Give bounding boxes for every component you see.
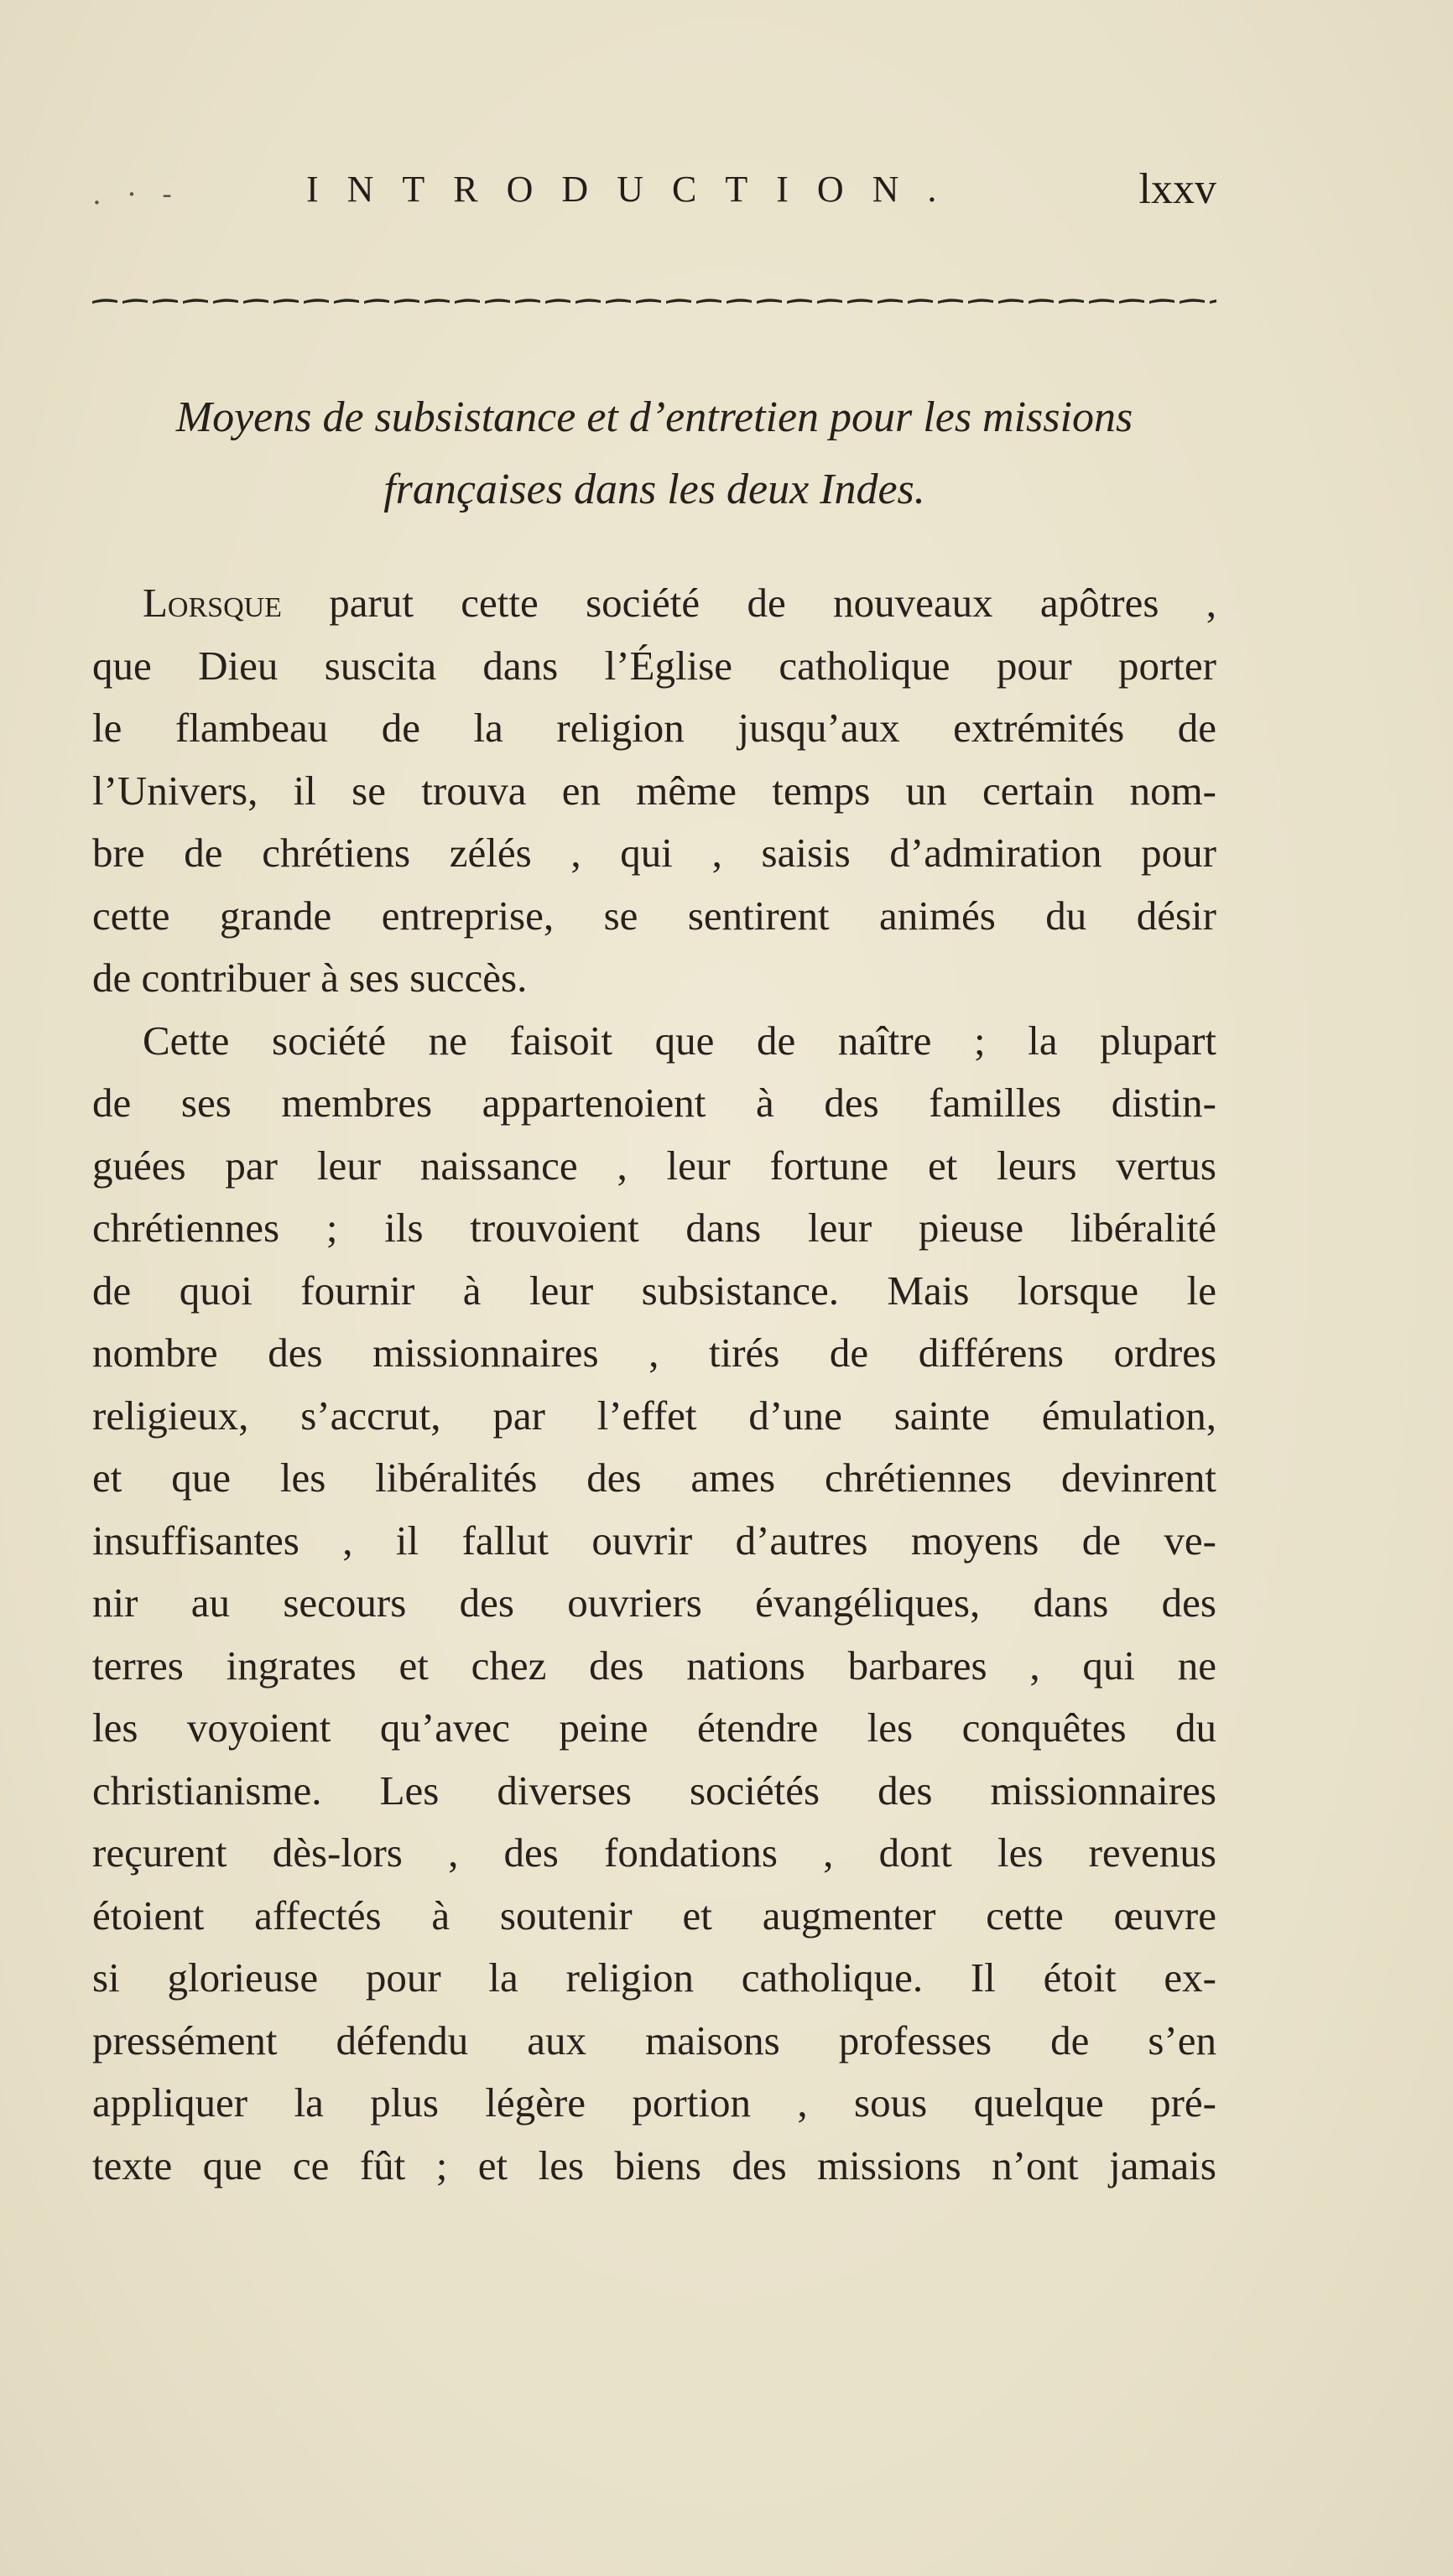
text-line: christianisme. Les diverses sociétés des missionnaires bbox=[92, 1767, 1216, 1814]
text-line: bre de chrétiens zélés , qui , saisis d’admiration pour bbox=[92, 830, 1216, 876]
rule-dash bbox=[878, 299, 903, 304]
rule-dash bbox=[606, 299, 631, 304]
decorative-rule bbox=[92, 295, 1216, 305]
text-line: insuffisantes , il fallut ouvrir d’autres moyens de ve- bbox=[92, 1517, 1216, 1564]
rule-dash bbox=[153, 299, 178, 304]
rule-dash bbox=[998, 299, 1023, 304]
text-line: que Dieu suscita dans l’Église catholique pour porter bbox=[92, 642, 1216, 689]
rule-dash bbox=[1059, 299, 1084, 304]
section-title-line-1: Moyens de subsistance et d’entretien pour les missions bbox=[175, 393, 1133, 441]
section-title-line-2: françaises dans les deux Indes. bbox=[383, 466, 925, 513]
text-line: si glorieuse pour la religion catholique. Il étoit ex- bbox=[92, 1954, 1216, 2001]
text-line: guées par leur naissance , leur fortune et leurs vertus bbox=[92, 1142, 1216, 1189]
text-line: parut cette société de nouveaux apôtres , bbox=[281, 580, 1216, 626]
rule-dash bbox=[122, 299, 148, 304]
rule-dash bbox=[92, 299, 117, 304]
text-line: de ses membres appartenoient à des familles distin- bbox=[92, 1080, 1216, 1126]
rule-dash bbox=[726, 299, 752, 304]
rule-dash bbox=[847, 299, 872, 304]
rule-dash bbox=[968, 299, 993, 304]
rule-line-icon bbox=[92, 295, 1216, 305]
text-line: cette grande entreprise, se sentirent animés du désir bbox=[92, 892, 1216, 939]
rule-dash bbox=[1210, 299, 1216, 304]
rule-dash bbox=[394, 299, 419, 304]
text-line: pressément défendu aux maisons professes de s’en bbox=[92, 2017, 1216, 2063]
header-ornament: . · - bbox=[92, 178, 180, 211]
rule-dash bbox=[757, 299, 782, 304]
rule-dash bbox=[334, 299, 359, 304]
rule-dash bbox=[515, 299, 540, 304]
text-line: nombre des missionnaires , tirés de différens ordres bbox=[92, 1330, 1216, 1376]
rule-dash bbox=[545, 299, 570, 304]
text-line: étoient affectés à soutenir et augmenter cette œuvre bbox=[92, 1892, 1216, 1939]
rule-dash bbox=[1029, 299, 1054, 304]
running-title: INTRODUCTION. bbox=[306, 169, 966, 210]
paragraph-1-lead: Lorsque bbox=[143, 580, 282, 626]
text-line: terres ingrates et chez des nations barbares , qui ne bbox=[92, 1642, 1216, 1689]
rule-dash bbox=[908, 299, 933, 304]
text-line: l’Univers, il se trouva en même temps un certain nom- bbox=[92, 767, 1216, 814]
rule-dash bbox=[183, 299, 208, 304]
text-line: religieux, s’accrut, par l’effet d’une sainte émulation, bbox=[92, 1392, 1216, 1439]
rule-dash bbox=[1149, 299, 1174, 304]
rule-dash bbox=[696, 299, 721, 304]
rule-dash bbox=[938, 299, 963, 304]
rule-dash bbox=[273, 299, 299, 304]
text-line: texte que ce fût ; et les biens des missions n’ont jamais bbox=[92, 2141, 1216, 2188]
rule-dash bbox=[364, 299, 389, 304]
rule-dash bbox=[1119, 299, 1144, 304]
text-line: Cette société ne faisoit que de naître ; la plupart bbox=[143, 1017, 1216, 1064]
rule-dash bbox=[575, 299, 601, 304]
rule-dash bbox=[666, 299, 691, 304]
text-line: les voyoient qu’avec peine étendre les conquêtes du bbox=[92, 1704, 1216, 1751]
text-line: chrétiennes ; ils trouvoient dans leur pieuse libéralité bbox=[92, 1205, 1216, 1251]
rule-dash bbox=[243, 299, 268, 304]
rule-dash bbox=[1089, 299, 1114, 304]
text-line: de contribuer à ses succès. bbox=[92, 955, 528, 1001]
page-number: lxxv bbox=[1138, 165, 1216, 213]
section-title bbox=[92, 382, 1216, 526]
rule-dash bbox=[636, 299, 661, 304]
rule-dash bbox=[455, 299, 480, 304]
text-line: de quoi fournir à leur subsistance. Mais lorsque le bbox=[92, 1267, 1216, 1314]
text-line: appliquer la plus légère portion , sous quelque pré- bbox=[92, 2079, 1216, 2126]
rule-dash bbox=[1180, 299, 1205, 304]
text-line: reçurent dès-lors , des fondations , dont les revenus bbox=[92, 1829, 1216, 1876]
paragraph-1-line-1 bbox=[92, 572, 1216, 635]
page-header bbox=[92, 165, 1216, 226]
rule-dash bbox=[817, 299, 842, 304]
rule-dash bbox=[213, 299, 238, 304]
body-text bbox=[92, 572, 1216, 2197]
rule-dash bbox=[424, 299, 450, 304]
text-line: le flambeau de la religion jusqu’aux extrémités de bbox=[92, 705, 1216, 751]
text-line: nir au secours des ouvriers évangéliques, dans des bbox=[92, 1579, 1216, 1626]
rule-dash bbox=[485, 299, 510, 304]
rule-dash bbox=[787, 299, 812, 304]
rule-dash bbox=[304, 299, 329, 304]
text-line: et que les libéralités des ames chrétiennes devinrent bbox=[92, 1455, 1216, 1501]
